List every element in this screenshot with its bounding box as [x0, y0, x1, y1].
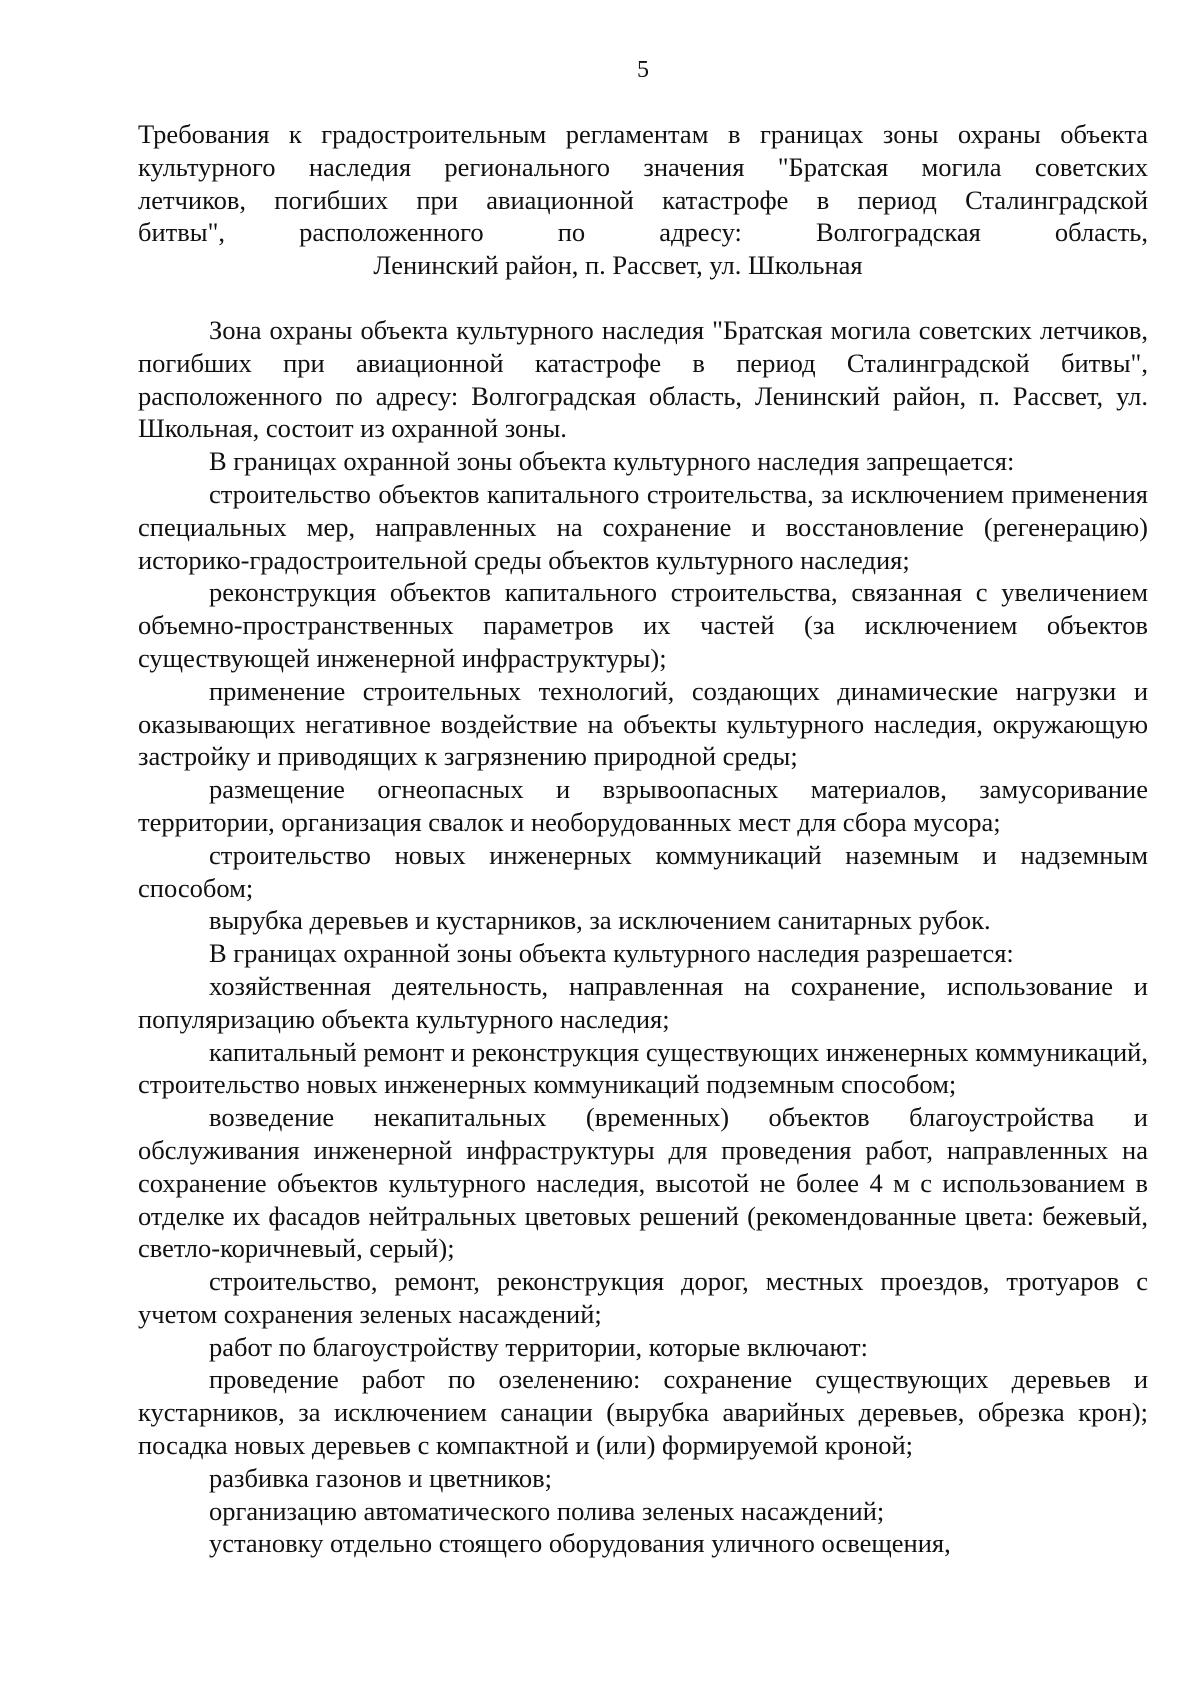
- title-line-3: летчиков, погибших при авиационной катастрофе в период Сталинградской: [138, 184, 1148, 215]
- paragraph: вырубка деревьев и кустарников, за исключением санитарных рубок.: [209, 905, 991, 936]
- title-line-1: Требования к градостроительным регламентам в границах зоны охраны объекта: [138, 119, 1148, 149]
- paragraph: строительство новых инженерных коммуникаций наземным и надземным способом;: [138, 839, 1148, 903]
- paragraph: строительство объектов капитального строительства, за исключением применения специальных мер, направленных на сохранение и восстановление (регенерацию) историко-градостроительной среды объектов культурного наследия;: [138, 478, 1148, 575]
- paragraph: проведение работ по озеленению: сохранение существующих деревьев и кустарников, за исключением санации (вырубка аварийных деревьев, обрезка крон); посадка новых деревьев с компактной и (или) формируемой кроной;: [138, 1364, 1148, 1461]
- page-number: 5: [637, 57, 649, 83]
- title-line-5: Ленинский район, п. Рассвет, ул. Школьная: [373, 250, 863, 281]
- paragraph: капитальный ремонт и реконструкция существующих инженерных коммуникаций, строительство новых инженерных коммуникаций подземным способом;: [138, 1036, 1148, 1100]
- title-line-2: культурного наследия регионального значения "Братская могила советских: [138, 151, 1148, 182]
- title-spacer: [138, 282, 1148, 314]
- paragraph: возведение некапитальных (временных) объектов благоустройства и обслуживания инженерной инфраструктуры для проведения работ, направленных на сохранение объектов культурного наследия, высотой не более 4 м с использованием в отделке их фасадов нейтральных цветовых решений (рекомендованные цвета: бежевый, светло-коричневый, серый);: [138, 1102, 1148, 1264]
- paragraph: реконструкция объектов капитального строительства, связанная с увеличением объемно-пространственных параметров их частей (за исключением объектов существующей инженерной инфраструктуры);: [138, 577, 1148, 673]
- paragraph: разбивка газонов и цветников;: [209, 1462, 552, 1493]
- paragraph: организацию автоматического полива зеленых насаждений;: [209, 1495, 885, 1526]
- paragraph: работ по благоустройству территории, которые включают:: [209, 1331, 868, 1362]
- paragraph: В границах охранной зоны объекта культурного наследия разрешается:: [209, 938, 1014, 969]
- title-line-4: битвы", расположенного по адресу: Волгоградская область,: [138, 217, 1148, 248]
- document-body: [138, 314, 1148, 1560]
- paragraph: размещение огнеопасных и взрывоопасных материалов, замусоривание территории, организация свалок и необорудованных мест для сбора мусора;: [138, 774, 1148, 837]
- paragraph: строительство, ремонт, реконструкция дорог, местных проездов, тротуаров с учетом сохранения зеленых насаждений;: [138, 1266, 1148, 1329]
- document-page: [138, 52, 1148, 1560]
- paragraph: хозяйственная деятельность, направленная на сохранение, использование и популяризацию объекта культурного наследия;: [138, 970, 1148, 1034]
- document-title: [138, 118, 1148, 282]
- paragraph: Зона охраны объекта культурного наследия "Братская могила советских летчиков, погибших при авиационной катастрофе в период Сталинградской битвы", расположенного по адресу: Волгоградская область, Ленинский район, п. Рассвет, ул. Школьная, состоит из охранной зоны.: [138, 314, 1148, 444]
- paragraph: установку отдельно стоящего оборудования уличного освещения,: [209, 1528, 951, 1559]
- paragraph: В границах охранной зоны объекта культурного наследия запрещается:: [209, 446, 1015, 477]
- paragraph: применение строительных технологий, создающих динамические нагрузки и оказывающих негативное воздействие на объекты культурного наследия, окружающую застройку и приводящих к загрязнению природной среды;: [138, 675, 1148, 772]
